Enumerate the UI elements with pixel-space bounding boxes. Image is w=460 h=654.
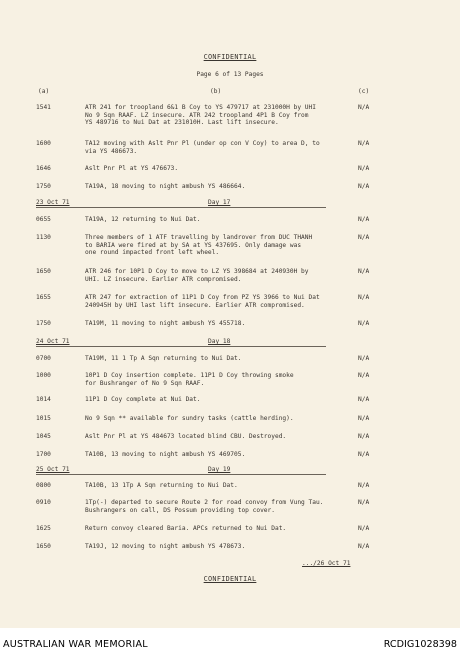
- day-label: Day 19: [208, 466, 231, 473]
- entry-text: [85, 140, 320, 155]
- entry-time: 1541: [36, 104, 51, 111]
- column-c-heading: (c): [358, 88, 370, 95]
- entry-time: 1000: [36, 372, 51, 379]
- entry-reference: N/A: [358, 320, 370, 327]
- entry-line: TA19M, 11 1 Tp A Sqn returning to Nui Dat.: [85, 355, 242, 362]
- entry-line: Bushrangers on call, DS Possum providing top cover.: [85, 506, 275, 514]
- entry-text: [85, 216, 200, 224]
- entry-reference: N/A: [358, 499, 370, 506]
- entry-text: [85, 543, 245, 551]
- entry-text: [85, 320, 245, 328]
- entry-time: 1650: [36, 543, 51, 550]
- archive-source: AUSTRALIAN WAR MEMORIAL: [3, 639, 148, 650]
- divider: [36, 207, 326, 208]
- entry-text: [85, 183, 245, 191]
- date-label: 25 Oct 71: [36, 466, 70, 473]
- entry-reference: N/A: [358, 104, 370, 111]
- entry-reference: N/A: [358, 543, 370, 550]
- entry-line: to BARIA were fired at by SA at YS 437695. Only damage was: [85, 241, 302, 249]
- entry-line: No 9 Sqn RAAF. LZ insecure. ATR 242 troopland 4P1 B Coy from: [85, 111, 309, 119]
- entry-time: 0655: [36, 216, 51, 223]
- entry-reference: N/A: [358, 415, 370, 422]
- date-label: 23 Oct 71: [36, 199, 70, 206]
- page-number: Page 6 of 13 Pages: [196, 71, 264, 78]
- entry-time: 1700: [36, 451, 51, 458]
- entry-reference: N/A: [358, 355, 370, 362]
- header-classification: CONFIDENTIAL: [203, 53, 257, 61]
- entry-line: 10P1 D Coy insertion complete. 11P1 D Coy throwing smoke: [85, 372, 294, 379]
- divider: [36, 346, 326, 347]
- entry-reference: N/A: [358, 165, 370, 172]
- entry-line: Return convoy cleared Baria. APCs returned to Nui Dat.: [85, 525, 287, 532]
- entry-text: [85, 482, 238, 490]
- entry-reference: N/A: [358, 234, 370, 241]
- entry-text: [85, 451, 245, 459]
- entry-line: No 9 Sqn ** available for sundry tasks (cattle herding).: [85, 415, 294, 422]
- entry-time: 0800: [36, 482, 51, 489]
- entry-time: 1625: [36, 525, 51, 532]
- entry-text: [85, 499, 323, 514]
- entry-line: TA12 moving with Aslt Pnr Pl (under op con V Coy) to area D, to: [85, 140, 320, 147]
- entry-reference: N/A: [358, 396, 370, 403]
- entry-reference: N/A: [358, 525, 370, 532]
- entry-line: UHI. LZ insecure. Earlier ATR compromised.: [85, 275, 242, 283]
- entry-text: [85, 268, 309, 283]
- entry-line: one round impacted front left wheel.: [85, 249, 220, 257]
- entry-time: 1750: [36, 183, 51, 190]
- date-label: 24 Oct 71: [36, 338, 70, 345]
- entry-reference: N/A: [358, 216, 370, 223]
- entry-line: 240945H by UHI last lift insecure. Earlier ATR compromised.: [85, 301, 305, 309]
- entry-line: TA10B, 13 1Tp A Sqn returning to Nui Dat.: [85, 482, 238, 489]
- entry-line: ATR 246 for 10P1 D Coy to move to LZ YS 398684 at 240930H by: [85, 268, 309, 275]
- entry-time: 1015: [36, 415, 51, 422]
- entry-text: [85, 165, 178, 173]
- entry-reference: N/A: [358, 183, 370, 190]
- entry-time: 0910: [36, 499, 51, 506]
- entry-time: 1646: [36, 165, 51, 172]
- entry-reference: N/A: [358, 451, 370, 458]
- entry-reference: N/A: [358, 482, 370, 489]
- entry-reference: N/A: [358, 294, 370, 301]
- entry-text: [85, 104, 316, 127]
- column-b-heading: (b): [210, 88, 222, 95]
- entry-line: TA19A, 12 returning to Nui Dat.: [85, 216, 201, 223]
- entry-time: 1014: [36, 396, 51, 403]
- entry-reference: N/A: [358, 433, 370, 440]
- entry-reference: N/A: [358, 140, 370, 147]
- entry-time: 1655: [36, 294, 51, 301]
- entry-line: for Bushranger of No 9 Sqn RAAF.: [85, 379, 205, 387]
- entry-text: [85, 234, 312, 257]
- continuation-note: .../26 Oct 71: [302, 560, 351, 567]
- entry-text: [85, 433, 286, 441]
- entry-line: 11P1 D Coy complete at Nui Dat.: [85, 396, 201, 403]
- entry-text: [85, 294, 320, 309]
- entry-text: [85, 415, 294, 423]
- entry-line: Aslt Pnr Pl at YS 484673 located blind CBU. Destroyed.: [85, 433, 287, 440]
- column-a-heading: (a): [38, 88, 50, 95]
- entry-time: 1130: [36, 234, 51, 241]
- entry-text: [85, 525, 286, 533]
- archive-footer-bar: [0, 628, 460, 654]
- entry-time: 1600: [36, 140, 51, 147]
- entry-time: 0700: [36, 355, 51, 362]
- entry-text: [85, 372, 294, 387]
- entry-line: ATR 247 for extraction of 11P1 D Coy from PZ YS 3966 to Nui Dat: [85, 294, 320, 301]
- entry-line: via YS 486673.: [85, 147, 138, 155]
- divider: [36, 474, 326, 475]
- entry-text: [85, 355, 241, 363]
- entry-line: TA19A, 18 moving to night ambush YS 486664.: [85, 183, 246, 190]
- day-label: Day 17: [208, 199, 231, 206]
- entry-line: Aslt Pnr Pl at YS 476673.: [85, 165, 179, 172]
- entry-line: TA19M, 11 moving to night ambush YS 455718.: [85, 320, 246, 327]
- entry-line: YS 489716 to Nui Dat at 231010H. Last lift insecure.: [85, 119, 279, 127]
- entry-line: TA19J, 12 moving to night ambush YS 478673.: [85, 543, 246, 550]
- entry-time: 1650: [36, 268, 51, 275]
- entry-reference: N/A: [358, 268, 370, 275]
- entry-time: 1750: [36, 320, 51, 327]
- footer-classification: CONFIDENTIAL: [203, 575, 257, 583]
- entry-text: [85, 396, 200, 404]
- entry-line: 1Tp(-) departed to secure Route 2 for road convoy from Vung Tau.: [85, 499, 324, 506]
- entry-time: 1045: [36, 433, 51, 440]
- entry-reference: N/A: [358, 372, 370, 379]
- archive-reference: RCDIG1028398: [383, 639, 457, 650]
- day-label: Day 18: [208, 338, 231, 345]
- entry-line: TA10B, 13 moving to night ambush YS 469705.: [85, 451, 246, 458]
- entry-line: ATR 241 for troopland 6&1 B Coy to YS 479717 at 231000H by UHI: [85, 104, 316, 111]
- entry-line: Three members of 1 ATF travelling by landrover from DUC THANH: [85, 234, 313, 241]
